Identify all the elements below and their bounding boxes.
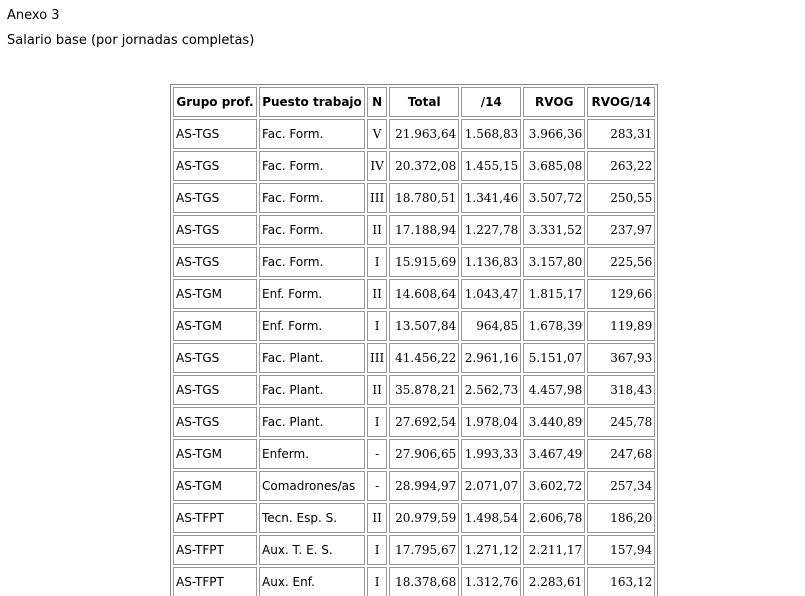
cell-div14: 1.341,46: [461, 183, 521, 213]
cell-grupo-prof: AS-TGM: [173, 439, 257, 469]
cell-rvog14: 225,56: [587, 247, 655, 277]
cell-n: I: [367, 311, 387, 341]
table-row: [173, 503, 655, 533]
cell-grupo-prof: AS-TGM: [173, 311, 257, 341]
table-row: [173, 535, 655, 565]
cell-puesto-trabajo: Tecn. Esp. S.: [259, 503, 365, 533]
cell-rvog: 1.678,39: [523, 311, 585, 341]
cell-puesto-trabajo: Enferm.: [259, 439, 365, 469]
header-grupo-prof: Grupo prof.: [173, 87, 257, 117]
cell-n: I: [367, 535, 387, 565]
cell-n: -: [367, 471, 387, 501]
cell-puesto-trabajo: Fac. Form.: [259, 151, 365, 181]
table-row: [173, 375, 655, 405]
cell-rvog: 3.685,08: [523, 151, 585, 181]
cell-n: -: [367, 439, 387, 469]
cell-div14: 2.961,16: [461, 343, 521, 373]
cell-rvog: 1.815,17: [523, 279, 585, 309]
cell-rvog14: 129,66: [587, 279, 655, 309]
cell-total: 17.795,67: [389, 535, 459, 565]
table-row: [173, 247, 655, 277]
document-subtitle: Salario base (por jornadas completas): [7, 33, 255, 48]
cell-n: I: [367, 247, 387, 277]
cell-div14: 1.455,15: [461, 151, 521, 181]
cell-rvog14: 367,93: [587, 343, 655, 373]
cell-n: II: [367, 375, 387, 405]
cell-n: II: [367, 215, 387, 245]
header-rvog14: RVOG/14: [587, 87, 655, 117]
cell-rvog14: 186,20: [587, 503, 655, 533]
table-row: [173, 471, 655, 501]
header-row: [173, 87, 655, 117]
cell-grupo-prof: AS-TGS: [173, 407, 257, 437]
cell-grupo-prof: AS-TGS: [173, 183, 257, 213]
salary-table-header: [173, 87, 655, 117]
table-row: [173, 439, 655, 469]
cell-grupo-prof: AS-TGS: [173, 375, 257, 405]
header-puesto-trabajo: Puesto trabajo: [259, 87, 365, 117]
cell-n: I: [367, 407, 387, 437]
cell-total: 15.915,69: [389, 247, 459, 277]
cell-grupo-prof: AS-TGM: [173, 471, 257, 501]
cell-grupo-prof: AS-TGS: [173, 343, 257, 373]
cell-grupo-prof: AS-TFPT: [173, 535, 257, 565]
table-row: [173, 183, 655, 213]
cell-total: 18.780,51: [389, 183, 459, 213]
cell-puesto-trabajo: Fac. Plant.: [259, 407, 365, 437]
cell-rvog14: 157,94: [587, 535, 655, 565]
cell-rvog14: 263,22: [587, 151, 655, 181]
cell-rvog14: 119,89: [587, 311, 655, 341]
cell-puesto-trabajo: Enf. Form.: [259, 279, 365, 309]
cell-rvog14: 250,55: [587, 183, 655, 213]
cell-grupo-prof: AS-TFPT: [173, 503, 257, 533]
cell-rvog: 5.151,07: [523, 343, 585, 373]
cell-total: 27.906,65: [389, 439, 459, 469]
cell-rvog: 3.157,80: [523, 247, 585, 277]
cell-rvog: 2.606,78: [523, 503, 585, 533]
cell-n: II: [367, 503, 387, 533]
cell-n: III: [367, 183, 387, 213]
cell-grupo-prof: AS-TGM: [173, 279, 257, 309]
cell-n: V: [367, 119, 387, 149]
cell-rvog14: 318,43: [587, 375, 655, 405]
cell-div14: 1.271,12: [461, 535, 521, 565]
cell-n: III: [367, 343, 387, 373]
cell-total: 35.878,21: [389, 375, 459, 405]
cell-puesto-trabajo: Comadrones/as: [259, 471, 365, 501]
cell-div14: 1.227,78: [461, 215, 521, 245]
table-row: [173, 279, 655, 309]
cell-rvog: 3.331,52: [523, 215, 585, 245]
cell-total: 13.507,84: [389, 311, 459, 341]
cell-puesto-trabajo: Fac. Form.: [259, 215, 365, 245]
cell-rvog: 4.457,98: [523, 375, 585, 405]
cell-div14: 1.136,83: [461, 247, 521, 277]
table-row: [173, 311, 655, 341]
header-div14: /14: [461, 87, 521, 117]
cell-div14: 964,85: [461, 311, 521, 341]
cell-div14: 1.312,76: [461, 567, 521, 596]
cell-div14: 2.071,07: [461, 471, 521, 501]
cell-grupo-prof: AS-TGS: [173, 119, 257, 149]
cell-puesto-trabajo: Fac. Form.: [259, 183, 365, 213]
cell-div14: 1.978,04: [461, 407, 521, 437]
cell-total: 20.372,08: [389, 151, 459, 181]
cell-rvog14: 237,97: [587, 215, 655, 245]
cell-puesto-trabajo: Enf. Form.: [259, 311, 365, 341]
cell-grupo-prof: AS-TFPT: [173, 567, 257, 596]
cell-n: II: [367, 279, 387, 309]
cell-rvog: 3.602,72: [523, 471, 585, 501]
cell-div14: 1.043,47: [461, 279, 521, 309]
cell-total: 41.456,22: [389, 343, 459, 373]
table-row: [173, 151, 655, 181]
cell-rvog: 2.283,61: [523, 567, 585, 596]
cell-rvog14: 245,78: [587, 407, 655, 437]
cell-grupo-prof: AS-TGS: [173, 247, 257, 277]
cell-puesto-trabajo: Aux. T. E. S.: [259, 535, 365, 565]
cell-rvog14: 283,31: [587, 119, 655, 149]
cell-total: 18.378,68: [389, 567, 459, 596]
cell-puesto-trabajo: Fac. Plant.: [259, 375, 365, 405]
table-row: [173, 343, 655, 373]
table-row: [173, 567, 655, 596]
header-n: N: [367, 87, 387, 117]
cell-div14: 1.993,33: [461, 439, 521, 469]
cell-total: 17.188,94: [389, 215, 459, 245]
cell-puesto-trabajo: Fac. Plant.: [259, 343, 365, 373]
cell-div14: 1.498,54: [461, 503, 521, 533]
cell-total: 14.608,64: [389, 279, 459, 309]
cell-rvog: 3.507,72: [523, 183, 585, 213]
cell-puesto-trabajo: Aux. Enf.: [259, 567, 365, 596]
cell-rvog: 3.966,36: [523, 119, 585, 149]
cell-rvog: 3.440,89: [523, 407, 585, 437]
cell-rvog: 2.211,17: [523, 535, 585, 565]
table-row: [173, 407, 655, 437]
salary-table: [170, 84, 658, 596]
cell-puesto-trabajo: Fac. Form.: [259, 119, 365, 149]
salary-table-body: [173, 119, 655, 596]
cell-div14: 1.568,83: [461, 119, 521, 149]
cell-rvog14: 247,68: [587, 439, 655, 469]
cell-rvog14: 163,12: [587, 567, 655, 596]
cell-n: IV: [367, 151, 387, 181]
table-row: [173, 119, 655, 149]
cell-puesto-trabajo: Fac. Form.: [259, 247, 365, 277]
cell-grupo-prof: AS-TGS: [173, 151, 257, 181]
header-rvog: RVOG: [523, 87, 585, 117]
cell-total: 27.692,54: [389, 407, 459, 437]
cell-n: I: [367, 567, 387, 596]
document-title: Anexo 3: [7, 8, 60, 23]
cell-grupo-prof: AS-TGS: [173, 215, 257, 245]
cell-rvog: 3.467,49: [523, 439, 585, 469]
cell-total: 28.994,97: [389, 471, 459, 501]
header-total: Total: [389, 87, 459, 117]
cell-div14: 2.562,73: [461, 375, 521, 405]
table-row: [173, 215, 655, 245]
cell-total: 20.979,59: [389, 503, 459, 533]
cell-rvog14: 257,34: [587, 471, 655, 501]
cell-total: 21.963,64: [389, 119, 459, 149]
